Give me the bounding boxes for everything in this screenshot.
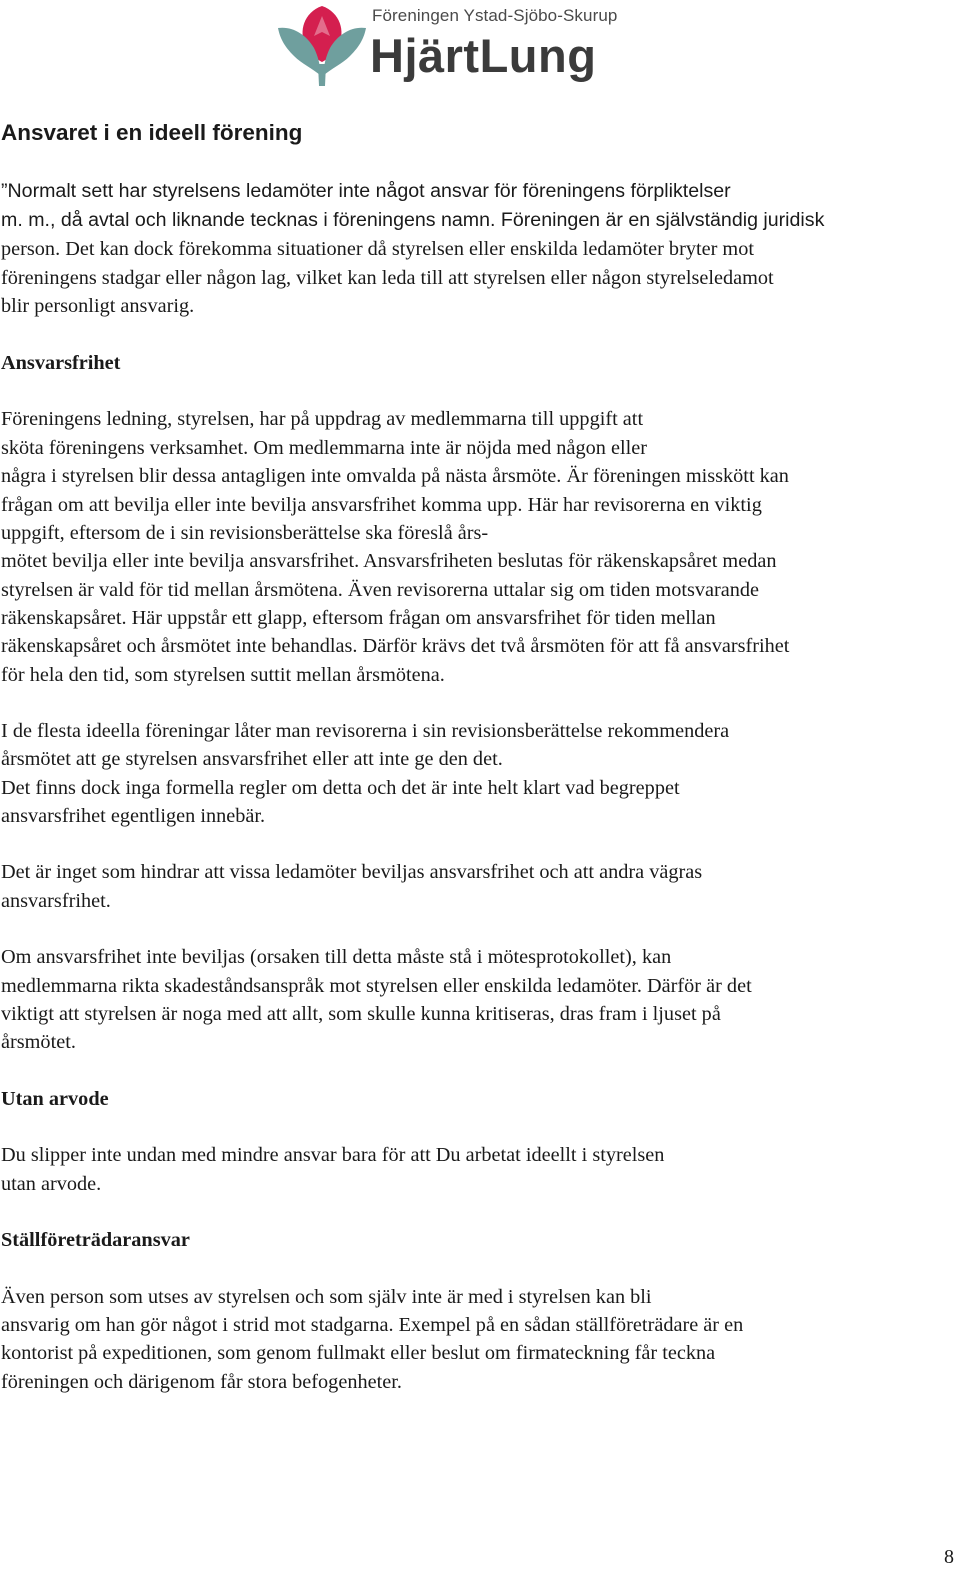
intro-line: föreningens stadgar eller någon lag, vilket kan leda till att styrelsen eller någon styrelseledamot bbox=[1, 267, 774, 289]
paragraph-line: Om ansvarsfrihet inte beviljas (orsaken till detta måste stå i mötesprotokollet), kan bbox=[1, 946, 672, 968]
paragraph-line: uppgift, eftersom de i sin revisionsberättelse ska föreslå års- bbox=[1, 522, 489, 544]
intro-line: m. m., då avtal och liknande tecknas i föreningens namn. Föreningen är en självständig juridisk bbox=[1, 209, 825, 231]
intro-line: person. Det kan dock förekomma situationer då styrelsen eller enskilda ledamöter bryter mot bbox=[1, 238, 754, 260]
paragraph-line: styrelsen är vald för tid mellan årsmötena. Även revisorerna uttalar sig om tiden motsvarande bbox=[1, 579, 760, 601]
page-title: Ansvaret i en ideell förening bbox=[1, 120, 303, 145]
paragraph-line: ansvarsfrihet. bbox=[1, 890, 111, 912]
intro-line: blir personligt ansvarig. bbox=[1, 295, 195, 317]
paragraph-line: årsmötet. bbox=[1, 1031, 76, 1053]
paragraph-line: I de flesta ideella föreningar låter man revisorerna i sin revisionsberättelse rekommendera bbox=[1, 720, 730, 742]
paragraph-line: sköta föreningens verksamhet. Om medlemmarna inte är nöjda med någon eller bbox=[1, 437, 647, 459]
org-name: Föreningen Ystad-Sjöbo-Skurup bbox=[372, 6, 618, 25]
section-heading-ansvarsfrihet: Ansvarsfrihet bbox=[1, 352, 121, 374]
tulip-heart-icon bbox=[276, 2, 368, 86]
paragraph-line: Det finns dock inga formella regler om detta och det är inte helt klart vad begreppet bbox=[1, 777, 680, 799]
paragraph-line: ansvarig om han gör något i strid mot stadgarna. Exempel på en sådan ställföreträdare är en bbox=[1, 1314, 744, 1336]
hjartlung-logo bbox=[276, 2, 666, 88]
paragraph-line: föreningen och därigenom får stora befogenheter. bbox=[1, 1371, 402, 1393]
paragraph-line: kontorist på expeditionen, som genom fullmakt eller beslut om firmateckning får teckna bbox=[1, 1342, 716, 1364]
page-number: 8 bbox=[944, 1546, 954, 1568]
paragraph-line: Det är inget som hindrar att vissa ledamöter beviljas ansvarsfrihet och att andra vägras bbox=[1, 861, 703, 883]
paragraph-line: utan arvode. bbox=[1, 1173, 102, 1195]
paragraph-line: för hela den tid, som styrelsen suttit mellan årsmötena. bbox=[1, 664, 445, 686]
paragraph-line: Föreningens ledning, styrelsen, har på uppdrag av medlemmarna till uppgift att bbox=[1, 408, 644, 430]
intro-line: ”Normalt sett har styrelsens ledamöter inte något ansvar för föreningens förpliktelser bbox=[1, 180, 731, 202]
paragraph-line: Du slipper inte undan med mindre ansvar bara för att Du arbetat ideellt i styrelsen bbox=[1, 1144, 665, 1166]
paragraph-line: räkenskapsåret. Här uppstår ett glapp, eftersom frågan om ansvarsfrihet för tiden mellan bbox=[1, 607, 716, 629]
paragraph-line: några i styrelsen blir dessa antagligen inte omvalda på nästa årsmöte. Är föreningen misskött kan bbox=[1, 465, 789, 487]
paragraph-line: mötet bevilja eller inte bevilja ansvarsfrihet. Ansvarsfriheten beslutas för räkenskapsåret medan bbox=[1, 550, 777, 572]
paragraph-line: ansvarsfrihet egentligen innebär. bbox=[1, 805, 266, 827]
paragraph-line: viktigt att styrelsen är noga med att allt, som skulle kunna kritiseras, dras fram i ljuset på bbox=[1, 1003, 721, 1025]
section-heading-utan-arvode: Utan arvode bbox=[1, 1088, 109, 1110]
paragraph-line: årsmötet att ge styrelsen ansvarsfrihet eller att inte ge den det. bbox=[1, 748, 503, 770]
brand-name: HjärtLung bbox=[370, 29, 597, 82]
paragraph-line: Även person som utses av styrelsen och som själv inte är med i styrelsen kan bli bbox=[1, 1286, 652, 1308]
section-heading-stallforetradaransvar: Ställföreträdaransvar bbox=[1, 1229, 190, 1251]
paragraph-line: medlemmarna rikta skadeståndsanspråk mot styrelsen eller enskilda ledamöter. Därför är det bbox=[1, 975, 752, 997]
paragraph-line: räkenskapsåret och årsmötet inte behandlas. Därför krävs det två årsmöten för att få ansvarsfrihet bbox=[1, 635, 790, 657]
paragraph-line: frågan om att bevilja eller inte bevilja ansvarsfrihet komma upp. Här har revisorerna en viktig bbox=[1, 494, 762, 516]
